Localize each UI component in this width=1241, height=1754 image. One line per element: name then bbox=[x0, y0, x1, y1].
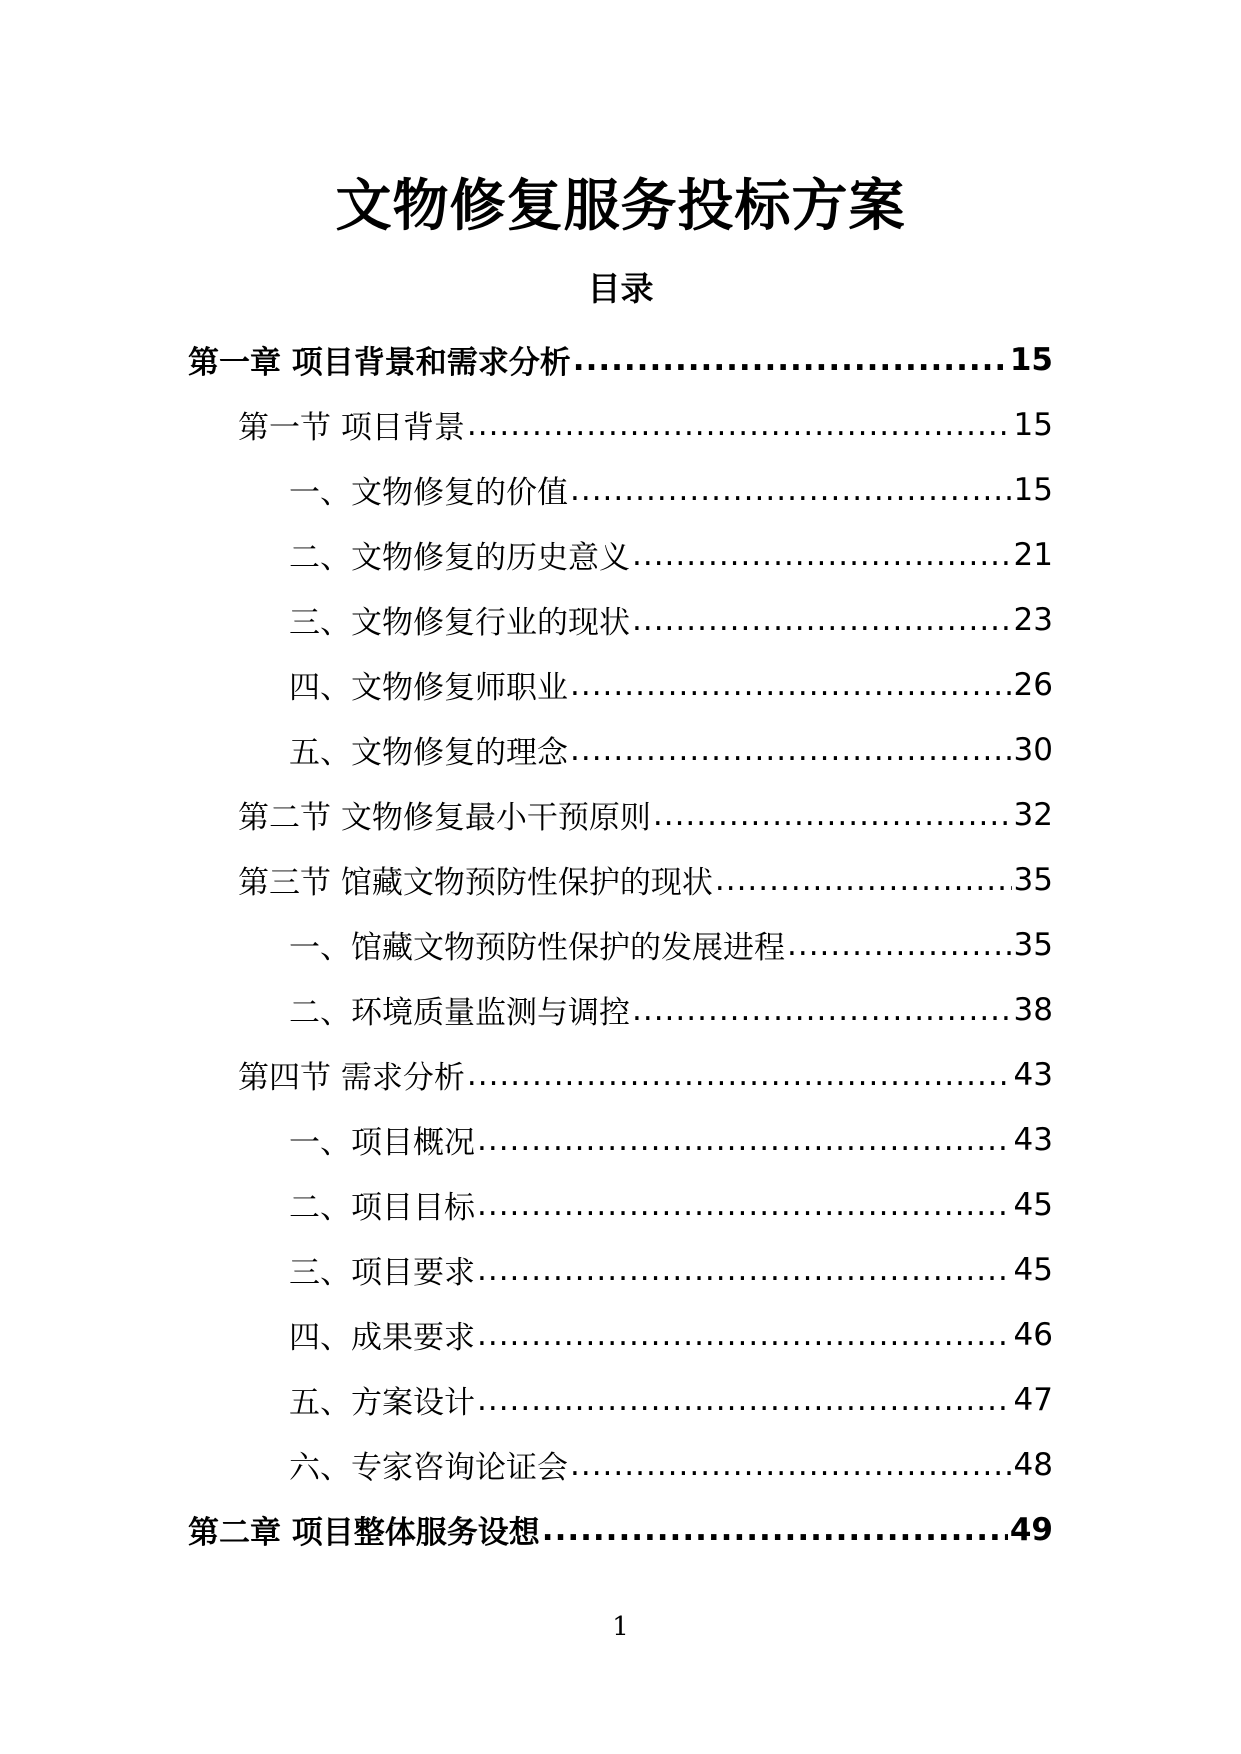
toc-entry[interactable] bbox=[188, 912, 1053, 977]
toc-dot-leader bbox=[632, 992, 1012, 1028]
table-of-contents bbox=[188, 327, 1053, 1562]
toc-entry[interactable] bbox=[188, 1302, 1053, 1367]
toc-dot-leader bbox=[653, 797, 1012, 833]
document-title: 文物修复服务投标方案 bbox=[335, 174, 906, 239]
toc-entry[interactable] bbox=[188, 1497, 1053, 1562]
toc-entry-page: 43 bbox=[1013, 1056, 1053, 1093]
toc-entry[interactable] bbox=[188, 1042, 1053, 1107]
toc-entry-page: 43 bbox=[1013, 1121, 1053, 1158]
toc-dot-leader bbox=[570, 732, 1012, 768]
toc-entry-label: 五、方案设计 bbox=[289, 1385, 475, 1421]
toc-entry[interactable] bbox=[188, 327, 1053, 392]
toc-entry-label: 六、专家咨询论证会 bbox=[289, 1450, 568, 1486]
toc-entry[interactable] bbox=[188, 392, 1053, 457]
toc-dot-leader bbox=[467, 1057, 1012, 1093]
toc-entry-page: 35 bbox=[1013, 861, 1053, 898]
toc-dot-leader bbox=[477, 1122, 1012, 1158]
toc-entry[interactable] bbox=[188, 1432, 1053, 1497]
toc-dot-leader bbox=[787, 927, 1012, 963]
toc-entry-page: 45 bbox=[1013, 1251, 1053, 1288]
toc-entry-page: 15 bbox=[1009, 341, 1053, 378]
toc-entry-page: 32 bbox=[1013, 796, 1053, 833]
toc-entry[interactable] bbox=[188, 522, 1053, 587]
toc-dot-leader bbox=[477, 1252, 1012, 1288]
toc-dot-leader bbox=[477, 1317, 1012, 1353]
toc-dot-leader bbox=[570, 667, 1012, 703]
toc-entry-page: 21 bbox=[1013, 536, 1053, 573]
toc-entry-page: 38 bbox=[1013, 991, 1053, 1028]
toc-entry[interactable] bbox=[188, 782, 1053, 847]
toc-entry-label: 一、馆藏文物预防性保护的发展进程 bbox=[289, 930, 785, 966]
toc-entry[interactable] bbox=[188, 1172, 1053, 1237]
toc-entry[interactable] bbox=[188, 457, 1053, 522]
toc-entry-page: 15 bbox=[1013, 471, 1053, 508]
toc-entry-label: 第一节 项目背景 bbox=[238, 410, 465, 446]
toc-dot-leader bbox=[715, 862, 1012, 898]
toc-entry-page: 23 bbox=[1013, 601, 1053, 638]
toc-entry-label: 三、项目要求 bbox=[289, 1255, 475, 1291]
toc-entry-label: 第一章 项目背景和需求分析 bbox=[188, 345, 571, 381]
toc-entry-label: 四、成果要求 bbox=[289, 1320, 475, 1356]
toc-entry-page: 45 bbox=[1013, 1186, 1053, 1223]
toc-dot-leader bbox=[573, 342, 1008, 378]
toc-dot-leader bbox=[570, 1447, 1012, 1483]
toc-entry-page: 15 bbox=[1013, 406, 1053, 443]
toc-dot-leader bbox=[477, 1382, 1012, 1418]
toc-entry-page: 26 bbox=[1013, 666, 1053, 703]
toc-entry-label: 第二节 文物修复最小干预原则 bbox=[238, 800, 651, 836]
toc-entry-page: 47 bbox=[1013, 1381, 1053, 1418]
toc-dot-leader bbox=[477, 1187, 1012, 1223]
toc-entry[interactable] bbox=[188, 652, 1053, 717]
toc-dot-leader bbox=[542, 1512, 1008, 1548]
toc-entry-label: 第二章 项目整体服务设想 bbox=[188, 1515, 540, 1551]
toc-dot-leader bbox=[467, 407, 1012, 443]
toc-entry-label: 一、项目概况 bbox=[289, 1125, 475, 1161]
toc-entry[interactable] bbox=[188, 847, 1053, 912]
toc-entry[interactable] bbox=[188, 717, 1053, 782]
toc-entry-label: 三、文物修复行业的现状 bbox=[289, 605, 630, 641]
toc-entry[interactable] bbox=[188, 1237, 1053, 1302]
toc-dot-leader bbox=[570, 472, 1012, 508]
toc-entry-label: 二、项目目标 bbox=[289, 1190, 475, 1226]
toc-entry-label: 第三节 馆藏文物预防性保护的现状 bbox=[238, 865, 713, 901]
toc-dot-leader bbox=[632, 602, 1012, 638]
toc-dot-leader bbox=[632, 537, 1012, 573]
page-number: 1 bbox=[612, 1612, 629, 1642]
toc-entry[interactable] bbox=[188, 1107, 1053, 1172]
toc-entry-page: 46 bbox=[1013, 1316, 1053, 1353]
toc-entry-label: 四、文物修复师职业 bbox=[289, 670, 568, 706]
toc-entry-label: 一、文物修复的价值 bbox=[289, 475, 568, 511]
toc-entry-label: 二、环境质量监测与调控 bbox=[289, 995, 630, 1031]
toc-entry-page: 49 bbox=[1009, 1511, 1053, 1548]
toc-heading: 目录 bbox=[587, 269, 654, 308]
toc-entry[interactable] bbox=[188, 977, 1053, 1042]
toc-entry[interactable] bbox=[188, 587, 1053, 652]
toc-entry-page: 48 bbox=[1013, 1446, 1053, 1483]
toc-entry-label: 第四节 需求分析 bbox=[238, 1060, 465, 1096]
toc-entry[interactable] bbox=[188, 1367, 1053, 1432]
toc-entry-label: 五、文物修复的理念 bbox=[289, 735, 568, 771]
toc-entry-page: 35 bbox=[1013, 926, 1053, 963]
toc-entry-page: 30 bbox=[1013, 731, 1053, 768]
toc-entry-label: 二、文物修复的历史意义 bbox=[289, 540, 630, 576]
